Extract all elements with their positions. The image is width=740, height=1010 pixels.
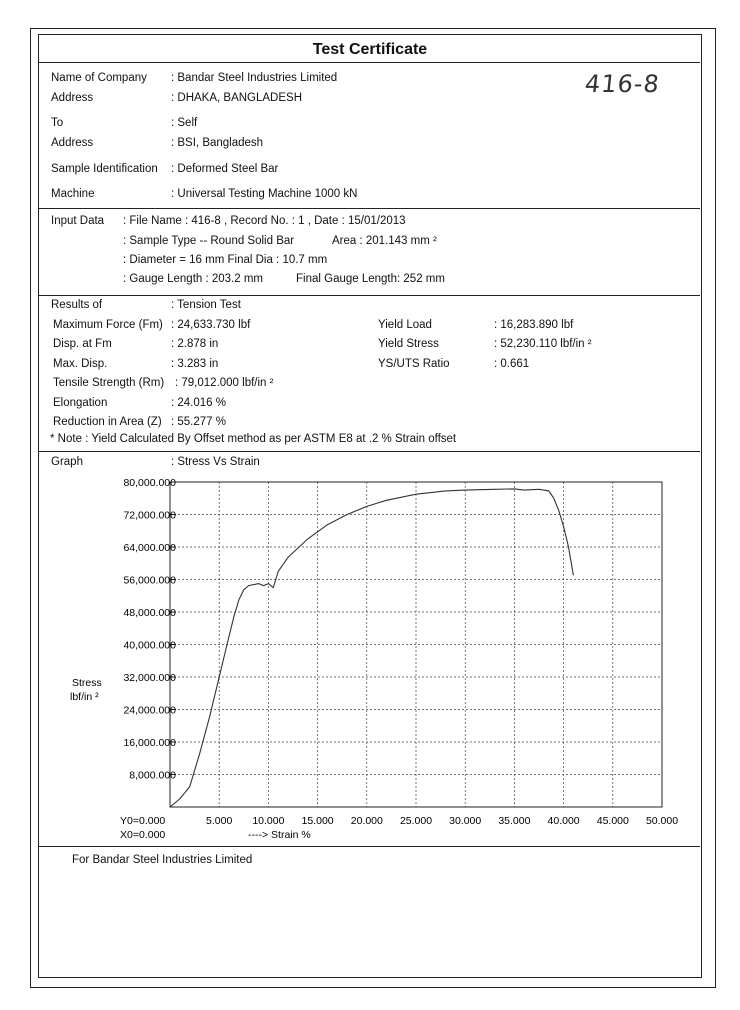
x-tick-label: 45.000 <box>596 815 629 827</box>
x-tick-label: 5.000 <box>206 815 233 827</box>
company-label: Name of Company <box>51 72 147 84</box>
x-origin-label: X0=0.000 <box>120 829 166 841</box>
to-label: To <box>51 117 64 129</box>
ratio-value: : 0.661 <box>494 358 530 370</box>
machine-label: Machine <box>51 188 95 200</box>
y-tick-label: 8,000.000 <box>129 769 176 782</box>
y-axis-label: Stress <box>72 677 102 689</box>
reduction-value: : 55.277 % <box>171 416 226 428</box>
y-tick-label: 56,000.000 <box>123 574 176 587</box>
disp-fm-label: Disp. at Fm <box>53 338 112 350</box>
input-final-gauge: Final Gauge Length: 252 mm <box>296 273 445 285</box>
x-tick-label: 30.000 <box>449 815 482 827</box>
y-tick-label: 32,000.000 <box>123 672 176 684</box>
y-tick-label: 64,000.000 <box>123 542 176 554</box>
to-address-value: : BSI, Bangladesh <box>171 137 264 149</box>
input-label: Input Data <box>51 215 105 227</box>
x-axis-label: ----> Strain % <box>248 829 311 841</box>
yield-load-value: : 16,283.890 lbf <box>494 319 574 331</box>
y-tick-label: 72,000.000 <box>123 509 176 522</box>
max-disp-label: Max. Disp. <box>53 358 108 370</box>
yield-stress-value: : 52,230.110 lbf/in ² <box>494 338 592 350</box>
page-title: Test Certificate <box>312 41 428 58</box>
x-tick-label: 35.000 <box>498 815 531 827</box>
results-value: : Tension Test <box>171 299 241 311</box>
yield-stress-label: Yield Stress <box>378 338 439 350</box>
input-area: Area : 201.143 mm ² <box>332 235 437 247</box>
sample-value: : Deformed Steel Bar <box>171 163 279 175</box>
tensile-value: : 79,012.000 lbf/in ² <box>175 377 274 389</box>
yield-load-label: Yield Load <box>378 319 432 331</box>
graph-label: Graph <box>51 456 83 468</box>
handwritten-note: 416-8 <box>583 70 662 98</box>
disp-fm-value: : 2.878 in <box>171 338 219 350</box>
y-origin-label: Y0=0.000 <box>120 815 166 827</box>
x-tick-label: 25.000 <box>399 815 433 827</box>
max-force-label: Maximum Force (Fm) <box>53 319 163 331</box>
x-tick-label: 50.000 <box>645 815 679 827</box>
elongation-value: : 24.016 % <box>171 397 226 409</box>
max-disp-value: : 3.283 in <box>171 358 219 370</box>
y-tick-label: 40,000.000 <box>123 639 176 652</box>
x-tick-label: 10.000 <box>252 815 285 827</box>
machine-value: : Universal Testing Machine 1000 kN <box>171 188 358 200</box>
yield-note: * Note : Yield Calculated By Offset method as per ASTM E8 at .2 % Strain offset <box>50 433 457 445</box>
company-value: : Bandar Steel Industries Limited <box>171 72 338 84</box>
to-address-label: Address <box>51 137 94 149</box>
results-label: Results of <box>51 299 103 311</box>
input-line-1: : File Name : 416-8 , Record No. : 1 , Date : 15/01/2013 <box>123 215 406 227</box>
stress-strain-curve <box>170 489 573 807</box>
input-line-2: : Sample Type -- Round Solid Bar <box>123 235 295 247</box>
to-value: : Self <box>171 117 198 129</box>
x-tick-label: 20.000 <box>350 815 383 827</box>
y-tick-label: 48,000.000 <box>123 607 176 619</box>
address-value: : DHAKA, BANGLADESH <box>171 92 303 104</box>
ratio-label: YS/UTS Ratio <box>378 358 450 370</box>
reduction-label: Reduction in Area (Z) <box>53 416 162 428</box>
max-force-value: : 24,633.730 lbf <box>171 319 251 331</box>
signoff: For Bandar Steel Industries Limited <box>72 854 253 866</box>
y-tick-label: 80,000.000 <box>123 477 176 489</box>
input-line-4: : Gauge Length : 203.2 mm <box>123 273 264 285</box>
elongation-label: Elongation <box>53 397 108 409</box>
address-label: Address <box>51 92 94 104</box>
y-tick-label: 16,000.000 <box>123 737 176 749</box>
sample-label: Sample Identification <box>51 163 158 175</box>
x-tick-label: 40.000 <box>547 815 580 827</box>
x-tick-label: 15.000 <box>301 815 334 827</box>
tensile-label: Tensile Strength (Rm) <box>53 377 165 389</box>
input-line-3: : Diameter = 16 mm Final Dia : 10.7 mm <box>123 254 328 266</box>
y-axis-unit: lbf/in ² <box>70 691 99 703</box>
y-tick-label: 24,000.000 <box>123 704 176 717</box>
graph-title: : Stress Vs Strain <box>171 456 260 468</box>
